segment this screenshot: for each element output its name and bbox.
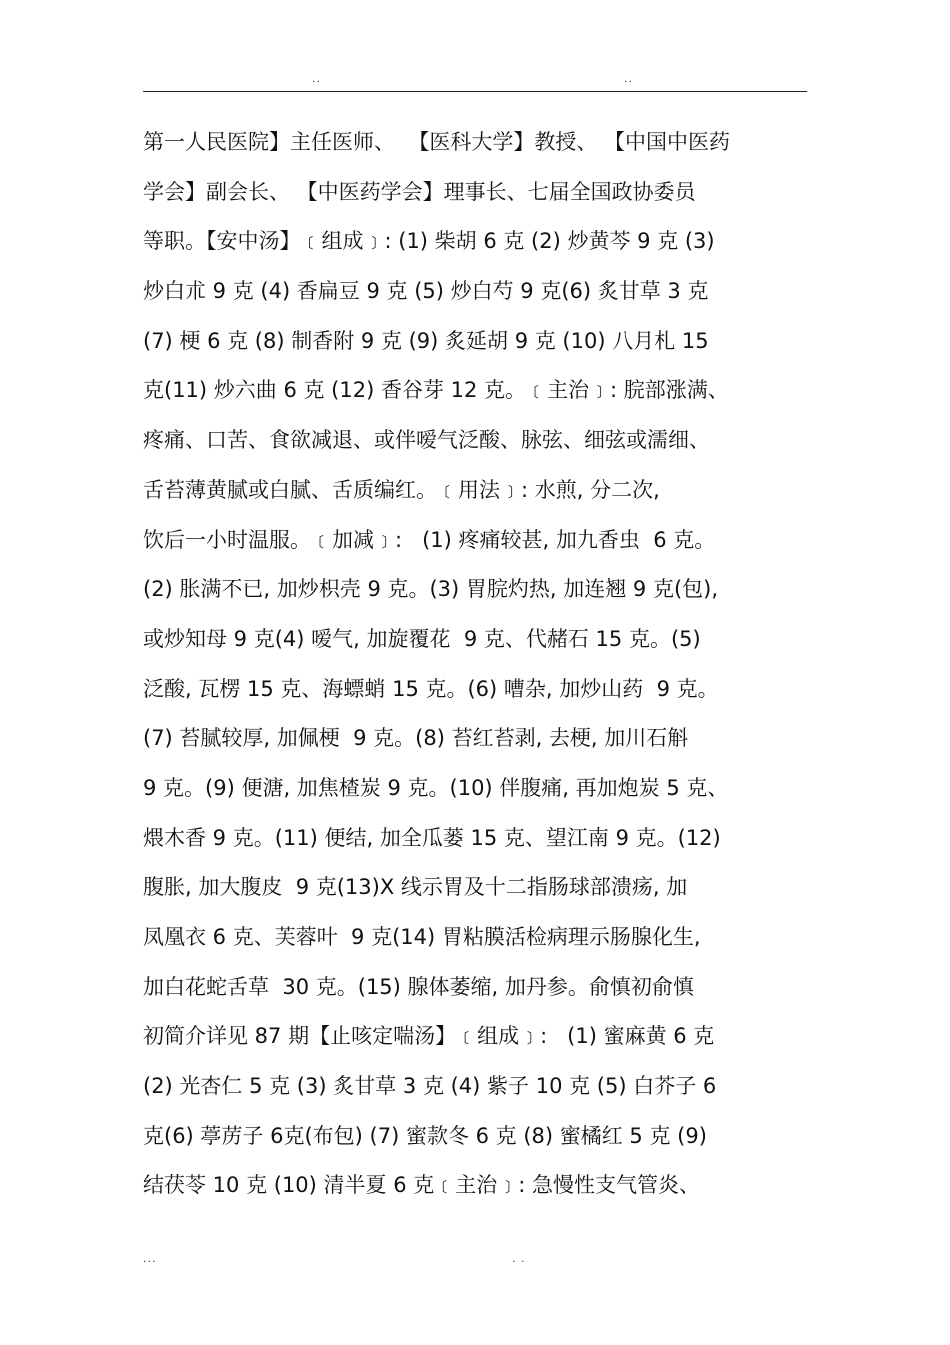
text-line: (7) 梗 6 克 (8) 制香附 9 克 (9) 炙延胡 9 克 (10) 八月札 15: [143, 328, 709, 353]
text-line: 或炒知母 9 克(4) 嗳气, 加旋覆花 9 克、代赭石 15 克。(5): [143, 626, 701, 651]
header-mark-right: ..: [624, 72, 633, 85]
text-line: 克(6) 葶苈子 6克(布包) (7) 蜜款冬 6 克 (8) 蜜橘红 5 克 (9): [143, 1123, 707, 1148]
header-divider: [143, 91, 807, 92]
text-line: 煨木香 9 克。(11) 便结, 加全瓜蒌 15 克、望江南 9 克。(12): [143, 825, 721, 850]
text-line: 学会】副会长、 【中医药学会】理事长、七届全国政协委员: [143, 179, 696, 204]
text-line: 初简介详见 87 期【止咳定喘汤】﹝组成﹞: (1) 蜜麻黄 6 克: [143, 1024, 715, 1049]
text-line: 疼痛、口苦、食欲减退、或伴嗳气泛酸、脉弦、细弦或濡细、: [143, 428, 710, 453]
text-line: 凤凰衣 6 克、芙蓉叶 9 克(14) 胃粘膜活检病理示肠腺化生,: [143, 925, 701, 949]
text-line: 泛酸, 瓦楞 15 克、海螵蛸 15 克。(6) 嘈杂, 加炒山药 9 克。: [143, 676, 719, 701]
text-line: 等职。【安中汤】﹝组成﹞: (1) 柴胡 6 克 (2) 炒黄芩 9 克 (3): [143, 229, 715, 254]
footer-mark-left: ...: [143, 1252, 157, 1265]
footer-mark-right: . .: [512, 1252, 526, 1265]
header-mark-left: ..: [312, 72, 321, 85]
text-line: 9 克。(9) 便溏, 加焦楂炭 9 克。(10) 伴腹痛, 再加炮炭 5 克、: [143, 775, 729, 800]
text-line: (2) 胀满不已, 加炒枳壳 9 克。(3) 胃脘灼热, 加连翘 9 克(包),: [143, 577, 719, 602]
text-line: 结茯苓 10 克 (10) 清半夏 6 克﹝主治﹞: 急慢性支气管炎、: [143, 1173, 700, 1198]
text-line: 第一人民医院】主任医师、 【医科大学】教授、 【中国中医药: [143, 130, 731, 154]
text-line: 饮后一小时温服。﹝加减﹞: (1) 疼痛较甚, 加九香虫 6 克。: [143, 527, 716, 552]
document-body: [143, 122, 815, 1215]
text-line: (7) 苔腻较厚, 加佩梗 9 克。(8) 苔红苔剥, 去梗, 加川石斛: [143, 726, 689, 751]
text-line: 炒白朮 9 克 (4) 香扁豆 9 克 (5) 炒白芍 9 克(6) 炙甘草 3 克: [143, 279, 709, 304]
text-line: 舌苔薄黄腻或白腻、舌质编红。﹝用法﹞: 水煎, 分二次,: [143, 477, 660, 502]
text-line: 克(11) 炒六曲 6 克 (12) 香谷芽 12 克。﹝主治﹞: 脘部涨满、: [143, 378, 729, 403]
text-line: (2) 光杏仁 5 克 (3) 炙甘草 3 克 (4) 紫子 10 克 (5) 白芥子 6: [143, 1074, 717, 1099]
text-line: 腹胀, 加大腹皮 9 克(13)X 线示胃及十二指肠球部溃疡, 加: [143, 875, 688, 900]
text-line: 加白花蛇舌草 30 克。(15) 腺体萎缩, 加丹参。俞慎初俞慎: [143, 974, 694, 999]
